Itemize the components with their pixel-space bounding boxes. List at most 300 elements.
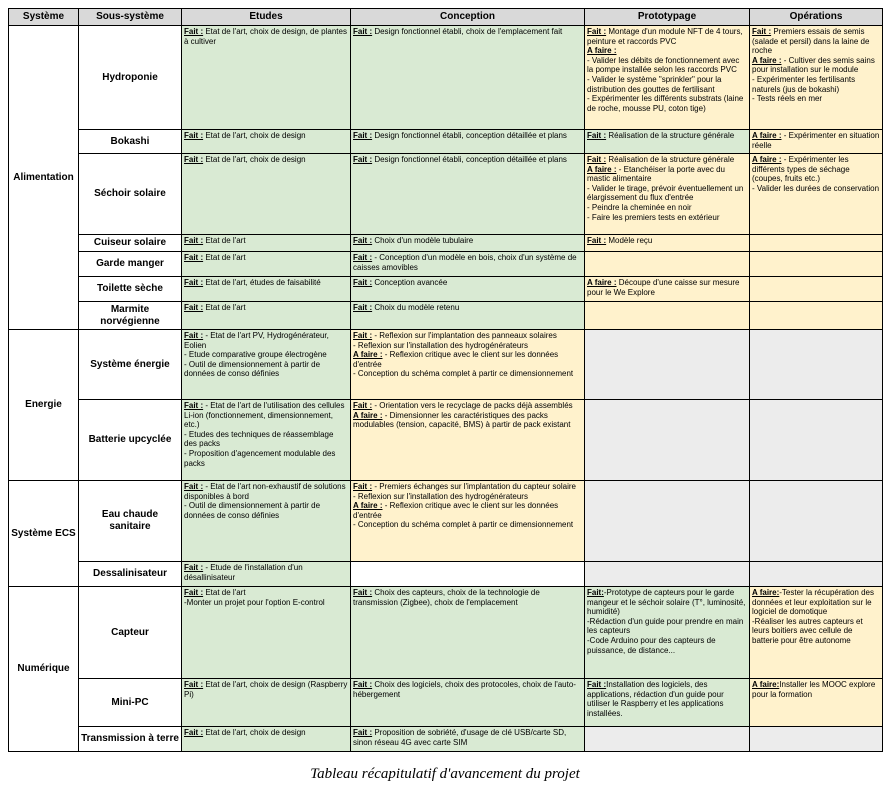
status-label: Fait: bbox=[587, 588, 604, 597]
status-line bbox=[353, 27, 582, 37]
status-text: Installer les MOOC explore pour la formation bbox=[752, 680, 876, 699]
status-block bbox=[353, 278, 582, 288]
status-label: Fait : bbox=[184, 131, 204, 140]
status-line bbox=[353, 341, 582, 351]
status-block bbox=[184, 331, 348, 379]
cell-etudes bbox=[182, 679, 351, 727]
status-label: Fait : bbox=[353, 155, 373, 164]
status-text: - Etude comparative groupe électrogène bbox=[184, 350, 327, 360]
status-text: - Valider les débits de fonctionnement avec la pompe installée selon les raccords PVC bbox=[587, 55, 740, 75]
cell-etudes bbox=[182, 302, 351, 330]
cell-prototypage bbox=[585, 252, 750, 277]
status-label: A faire : bbox=[752, 55, 782, 65]
status-block bbox=[184, 728, 348, 738]
cell-conception bbox=[351, 400, 585, 481]
status-label: Fait : bbox=[752, 27, 772, 36]
status-label: Fait : bbox=[353, 303, 373, 312]
status-line bbox=[752, 131, 880, 150]
status-block bbox=[587, 165, 747, 223]
status-line bbox=[184, 236, 348, 246]
subsystem-name: Bokashi bbox=[79, 130, 182, 154]
status-text: - Expérimenter les fertilisants naturels (jus de bokashi) bbox=[752, 74, 856, 94]
status-text: Choix des capteurs, choix de la technologie de transmission (Zigbee), choix de l'emplacement bbox=[353, 588, 540, 607]
cell-conception bbox=[351, 26, 585, 130]
status-label: Fait : bbox=[353, 278, 373, 287]
status-text: - Etude de l'installation d'un désallinisateur bbox=[184, 563, 303, 582]
status-label: A faire: bbox=[752, 588, 780, 597]
header-etudes: Etudes bbox=[182, 9, 351, 26]
status-line bbox=[184, 680, 348, 699]
status-block bbox=[184, 236, 348, 246]
status-line bbox=[353, 411, 582, 430]
system-ecs: Système ECS bbox=[9, 481, 79, 587]
status-block bbox=[587, 46, 747, 113]
status-block bbox=[587, 155, 747, 165]
status-label: Fait : bbox=[184, 680, 204, 689]
status-label: Fait : bbox=[587, 131, 607, 140]
status-line bbox=[184, 253, 348, 263]
status-text: Choix d'un modèle tubulaire bbox=[372, 236, 474, 245]
cell-operations bbox=[750, 727, 883, 752]
status-label: Fait : bbox=[353, 253, 373, 262]
status-line bbox=[184, 401, 348, 430]
status-text: - Dimensionner les caractéristiques des packs modulables (tension, capacité, BMS) à partir de pack existant bbox=[353, 410, 571, 430]
status-label: A faire : bbox=[587, 164, 617, 174]
status-label: A faire : bbox=[353, 410, 383, 420]
status-block bbox=[184, 131, 348, 141]
status-text: -Code Arduino pour des capteurs de puissance, de distance... bbox=[587, 635, 716, 655]
status-text: -Monter un projet pour l'option E-control bbox=[184, 597, 325, 607]
status-label: A faire : bbox=[353, 501, 383, 511]
status-label: Fait : bbox=[184, 563, 204, 572]
status-text: - Outil de dimensionnement à partir de données de conso définies bbox=[184, 359, 321, 379]
cell-prototypage bbox=[585, 481, 750, 562]
status-label: A faire : bbox=[752, 155, 782, 164]
status-line bbox=[752, 617, 880, 646]
status-text: Réalisation de la structure générale bbox=[606, 155, 735, 164]
cell-etudes bbox=[182, 277, 351, 302]
status-line bbox=[752, 75, 880, 94]
cell-etudes bbox=[182, 330, 351, 400]
status-line bbox=[587, 131, 747, 141]
status-line bbox=[587, 94, 747, 113]
status-text: -Tester la récupération des données et leur exploitation sur le logiciel de domotique bbox=[752, 588, 874, 617]
status-block bbox=[184, 588, 348, 607]
status-line bbox=[184, 331, 348, 350]
status-line bbox=[353, 278, 582, 288]
status-line bbox=[587, 213, 747, 223]
cell-prototypage bbox=[585, 587, 750, 679]
status-label: Fait : bbox=[353, 728, 373, 737]
status-text: -Rédaction d'un guide pour prendre en main les capteurs bbox=[587, 616, 744, 636]
cell-prototypage bbox=[585, 400, 750, 481]
status-text: Etat de l'art bbox=[203, 236, 246, 245]
status-block bbox=[587, 680, 747, 718]
status-text: Etat de l'art bbox=[203, 303, 246, 312]
status-line bbox=[587, 27, 747, 46]
status-label: A faire : bbox=[587, 46, 617, 56]
subsystem-name: Batterie upcyclée bbox=[79, 400, 182, 481]
status-text: Etat de l'art, choix de design (Raspberry Pi) bbox=[184, 680, 348, 699]
cell-prototypage bbox=[585, 679, 750, 727]
header-conception: Conception bbox=[351, 9, 585, 26]
subsystem-name: Hydroponie bbox=[79, 26, 182, 130]
subsystem-name: Transmission à terre bbox=[79, 727, 182, 752]
system-energie: Energie bbox=[9, 330, 79, 481]
cell-operations bbox=[750, 587, 883, 679]
status-text: Design fonctionnel établi, conception détaillée et plans bbox=[372, 155, 567, 164]
cell-conception bbox=[351, 330, 585, 400]
status-text: Etat de l'art bbox=[203, 588, 246, 597]
status-text: Modèle reçu bbox=[606, 236, 653, 245]
cell-etudes bbox=[182, 400, 351, 481]
status-block bbox=[752, 27, 880, 56]
status-line bbox=[353, 155, 582, 165]
status-line bbox=[184, 360, 348, 379]
status-line bbox=[353, 303, 582, 313]
status-line bbox=[752, 56, 880, 75]
status-label: Fait : bbox=[353, 236, 373, 245]
status-line bbox=[353, 236, 582, 246]
status-line bbox=[587, 203, 747, 213]
status-label: Fait : bbox=[184, 27, 204, 36]
status-line bbox=[184, 563, 348, 582]
status-block bbox=[587, 588, 747, 655]
cell-etudes bbox=[182, 481, 351, 562]
status-text: Conception avancée bbox=[372, 278, 448, 287]
status-text: - Reflexion sur l'installation des hydrogénérateurs bbox=[353, 491, 528, 501]
status-line bbox=[587, 278, 747, 297]
cell-operations bbox=[750, 252, 883, 277]
status-line bbox=[587, 155, 747, 165]
status-line bbox=[752, 184, 880, 194]
status-line bbox=[184, 131, 348, 141]
cell-operations bbox=[750, 26, 883, 130]
status-text: - Premiers échanges sur l'implantation du capteur solaire bbox=[372, 482, 576, 491]
subsystem-name: Séchoir solaire bbox=[79, 154, 182, 235]
table-caption: Tableau récapitulatif d'avancement du projet bbox=[310, 766, 580, 782]
status-line bbox=[752, 588, 880, 617]
status-block bbox=[353, 131, 582, 141]
row-bokashi bbox=[9, 130, 883, 154]
row-batterie-upcyclee bbox=[9, 400, 883, 481]
status-line bbox=[752, 94, 880, 104]
status-block bbox=[752, 131, 880, 150]
subsystem-name: Toilette sèche bbox=[79, 277, 182, 302]
row-eau-chaude-sanitaire bbox=[9, 481, 883, 562]
status-block bbox=[184, 482, 348, 520]
cell-conception bbox=[351, 481, 585, 562]
status-line bbox=[587, 165, 747, 184]
status-text: - Valider le système "sprinkler" pour la distribution des gouttes de fertilisant bbox=[587, 74, 722, 94]
row-marmite-norvegienne bbox=[9, 302, 883, 330]
system-numerique: Numérique bbox=[9, 587, 79, 752]
status-line bbox=[353, 728, 582, 747]
status-line bbox=[353, 680, 582, 699]
subsystem-name: Marmite norvégienne bbox=[79, 302, 182, 330]
status-line bbox=[184, 278, 348, 288]
subsystem-name: Mini-PC bbox=[79, 679, 182, 727]
status-text: - Etat de l'art PV, Hydrogénérateur, Eolien bbox=[184, 331, 329, 350]
status-block bbox=[353, 350, 582, 379]
status-line bbox=[587, 236, 747, 246]
cell-etudes bbox=[182, 235, 351, 252]
status-label: A faire: bbox=[752, 680, 780, 689]
cell-conception bbox=[351, 130, 585, 154]
status-text: Montage d'un module NFT de 4 tours, peinture et raccords PVC bbox=[587, 27, 743, 46]
status-label: Fait : bbox=[184, 278, 204, 287]
status-label: Fait : bbox=[353, 482, 373, 491]
cell-prototypage bbox=[585, 302, 750, 330]
status-block bbox=[184, 27, 348, 46]
status-text: - Valider le tirage, prévoir éventuellement un élargissement du flux d'entrée bbox=[587, 183, 744, 203]
status-text: - Conception du schéma complet à partir ce dimensionnement bbox=[353, 369, 574, 379]
status-text: - Etat de l'art de l'utilisation des cellules Li-ion (fonctionnement, dimensionnement, etc.) bbox=[184, 401, 345, 430]
status-block bbox=[353, 588, 582, 607]
header-systeme: Système bbox=[9, 9, 79, 26]
status-line bbox=[587, 588, 747, 617]
status-text: Premiers essais de semis (salade et persil) dans la laine de roche bbox=[752, 27, 870, 56]
status-text: - Etanchéiser la porte avec du mastic alimentaire bbox=[587, 164, 726, 184]
subsystem-name: Eau chaude sanitaire bbox=[79, 481, 182, 562]
status-label: Fait : bbox=[184, 253, 204, 262]
status-text: Etat de l'art, choix de design bbox=[203, 728, 306, 737]
header-prototypage: Prototypage bbox=[585, 9, 750, 26]
status-text: Etat de l'art, études de faisabilité bbox=[203, 278, 321, 287]
status-block bbox=[184, 253, 348, 263]
cell-operations bbox=[750, 481, 883, 562]
status-line bbox=[353, 331, 582, 341]
status-block bbox=[353, 728, 582, 747]
status-text: - Cultiver des semis sains pour installation sur le module bbox=[752, 55, 875, 75]
status-line bbox=[353, 350, 582, 369]
status-text: - Reflexion sur l'installation des hydrogénérateurs bbox=[353, 340, 528, 350]
status-text: - Conception d'un modèle en bois, choix d'un système de caisses amovibles bbox=[353, 253, 577, 272]
status-line bbox=[184, 27, 348, 46]
status-text: - Expérimenter les différents types de séchage (coupes, fruits etc.) bbox=[752, 155, 850, 184]
status-line bbox=[184, 501, 348, 520]
status-text: - Conception du schéma complet à partir ce dimensionnement bbox=[353, 520, 574, 530]
cell-prototypage bbox=[585, 130, 750, 154]
status-block bbox=[184, 680, 348, 699]
row-hydroponie bbox=[9, 26, 883, 130]
status-block bbox=[184, 303, 348, 313]
system-alimentation: Alimentation bbox=[9, 26, 79, 330]
status-line bbox=[184, 449, 348, 468]
status-block bbox=[752, 680, 880, 699]
cell-etudes bbox=[182, 26, 351, 130]
cell-conception bbox=[351, 235, 585, 252]
status-block bbox=[353, 236, 582, 246]
subsystem-name: Dessalinisateur bbox=[79, 562, 182, 587]
status-line bbox=[752, 27, 880, 56]
status-block bbox=[587, 278, 747, 297]
status-line bbox=[587, 56, 747, 75]
status-line bbox=[353, 501, 582, 520]
subsystem-name: Système énergie bbox=[79, 330, 182, 400]
status-block bbox=[587, 131, 747, 141]
status-line bbox=[587, 680, 747, 718]
row-systeme-energie bbox=[9, 330, 883, 400]
status-line bbox=[184, 155, 348, 165]
status-label: Fait : bbox=[353, 331, 373, 340]
header-operations: Opérations bbox=[750, 9, 883, 26]
status-block bbox=[752, 155, 880, 193]
cell-conception bbox=[351, 587, 585, 679]
status-text: - Reflexion sur l'implantation des panneaux solaires bbox=[372, 331, 557, 340]
cell-prototypage bbox=[585, 330, 750, 400]
cell-prototypage bbox=[585, 26, 750, 130]
status-line bbox=[184, 350, 348, 360]
status-block bbox=[752, 56, 880, 104]
cell-etudes bbox=[182, 252, 351, 277]
status-block bbox=[752, 588, 880, 646]
status-label: Fait : bbox=[587, 155, 607, 164]
status-block bbox=[184, 401, 348, 468]
status-line bbox=[184, 728, 348, 738]
cell-etudes bbox=[182, 562, 351, 587]
status-line bbox=[752, 680, 880, 699]
row-sechoir-solaire bbox=[9, 154, 883, 235]
row-mini-pc bbox=[9, 679, 883, 727]
status-text: Design fonctionnel établi, choix de l'emplacement fait bbox=[372, 27, 563, 36]
cell-conception bbox=[351, 727, 585, 752]
status-block bbox=[353, 501, 582, 530]
cell-operations bbox=[750, 679, 883, 727]
cell-prototypage bbox=[585, 154, 750, 235]
cell-operations bbox=[750, 330, 883, 400]
status-line bbox=[587, 636, 747, 655]
status-line bbox=[353, 492, 582, 502]
status-text: Etat de l'art, choix de design bbox=[203, 155, 306, 164]
cell-prototypage bbox=[585, 277, 750, 302]
row-toilette-seche bbox=[9, 277, 883, 302]
status-block bbox=[353, 303, 582, 313]
status-text: - Expérimenter les différents substrats (laine de roche, mousse PU, coton tige) bbox=[587, 94, 744, 113]
status-line bbox=[184, 482, 348, 501]
status-text: Réalisation de la structure générale bbox=[606, 131, 735, 140]
status-text: -Réaliser les autres capteurs et leurs boitiers avec cellule de batterie pour être autonome bbox=[752, 616, 863, 645]
status-label: Fait : bbox=[184, 401, 204, 410]
status-text: - Orientation vers le recyclage de packs déjà assemblés bbox=[372, 401, 573, 410]
status-block bbox=[353, 155, 582, 165]
status-block bbox=[353, 482, 582, 501]
status-block bbox=[353, 27, 582, 37]
status-block bbox=[353, 253, 582, 272]
cell-operations bbox=[750, 130, 883, 154]
cell-operations bbox=[750, 235, 883, 252]
status-text: -Prototype de capteurs pour le garde mangeur et le séchoir solaire (T°, luminosité, humidité) bbox=[587, 588, 746, 617]
status-text: Design fonctionnel établi, conception détaillée et plans bbox=[372, 131, 567, 140]
status-text: Etat de l'art, choix de design, de plantes à cultiver bbox=[184, 27, 347, 46]
cell-conception bbox=[351, 562, 585, 587]
header-row bbox=[9, 9, 883, 26]
status-text: - Reflexion critique avec le client sur les données d'entrée bbox=[353, 350, 559, 369]
row-cuiseur-solaire bbox=[9, 235, 883, 252]
status-label: Fait : bbox=[353, 27, 373, 36]
cell-prototypage bbox=[585, 727, 750, 752]
status-block bbox=[353, 411, 582, 430]
row-garde-manger bbox=[9, 252, 883, 277]
status-line bbox=[184, 588, 348, 598]
status-text: Proposition de sobriété, d'usage de clé USB/carte SD, sinon réseau 4G avec carte SIM bbox=[353, 728, 567, 747]
cell-prototypage bbox=[585, 235, 750, 252]
status-block bbox=[184, 155, 348, 165]
cell-etudes bbox=[182, 154, 351, 235]
cell-conception bbox=[351, 252, 585, 277]
header-sous-systeme: Sous-système bbox=[79, 9, 182, 26]
status-line bbox=[184, 598, 348, 608]
status-label: Fait : bbox=[184, 482, 204, 491]
status-label: Fait : bbox=[184, 155, 204, 164]
status-block bbox=[587, 27, 747, 46]
status-text: - Etat de l'art non-exhaustif de solutions disponibles à bord bbox=[184, 482, 346, 501]
status-label: A faire : bbox=[587, 278, 617, 287]
status-line bbox=[184, 430, 348, 449]
status-block bbox=[587, 236, 747, 246]
status-line bbox=[353, 253, 582, 272]
status-block bbox=[353, 680, 582, 699]
cell-conception bbox=[351, 679, 585, 727]
status-line bbox=[587, 75, 747, 94]
status-text: - Faire les premiers tests en extérieur bbox=[587, 212, 720, 222]
cell-operations bbox=[750, 277, 883, 302]
status-line bbox=[353, 520, 582, 530]
status-text: Installation des logiciels, des applications, rédaction d'un guide pour utiliser le Raspberry et les applications installées. bbox=[587, 680, 724, 718]
status-text: - Tests réels en mer bbox=[752, 94, 823, 104]
status-block bbox=[353, 401, 582, 411]
status-label: Fait : bbox=[587, 680, 607, 689]
row-transmission-a-terre bbox=[9, 727, 883, 752]
status-block bbox=[184, 278, 348, 288]
status-text: Etat de l'art, choix de design bbox=[203, 131, 306, 140]
status-text: - Peindre la cheminée en noir bbox=[587, 202, 692, 212]
status-text: Etat de l'art bbox=[203, 253, 246, 262]
row-capteur bbox=[9, 587, 883, 679]
status-text: - Reflexion critique avec le client sur les données d'entrée bbox=[353, 501, 559, 520]
status-label: Fait : bbox=[587, 27, 607, 36]
status-label: Fait : bbox=[353, 588, 373, 597]
status-label: Fait : bbox=[184, 331, 204, 340]
cell-conception bbox=[351, 154, 585, 235]
status-label: Fait : bbox=[353, 131, 373, 140]
cell-operations bbox=[750, 302, 883, 330]
status-line bbox=[353, 401, 582, 411]
status-line bbox=[353, 482, 582, 492]
cell-operations bbox=[750, 400, 883, 481]
status-line bbox=[353, 588, 582, 607]
status-label: Fait : bbox=[353, 401, 373, 410]
status-label: Fait : bbox=[353, 680, 373, 689]
progress-table-container bbox=[8, 8, 882, 752]
status-line bbox=[587, 617, 747, 636]
cell-prototypage bbox=[585, 562, 750, 587]
status-text: - Outil de dimensionnement à partir de données de conso définies bbox=[184, 501, 321, 520]
status-text: Choix du modèle retenu bbox=[372, 303, 460, 312]
status-label: A faire : bbox=[353, 350, 383, 360]
status-line bbox=[353, 369, 582, 379]
status-text: Découpe d'une caisse sur mesure pour le We Explore bbox=[587, 278, 740, 297]
status-line bbox=[752, 155, 880, 184]
cell-conception bbox=[351, 277, 585, 302]
status-line bbox=[587, 184, 747, 203]
status-label: Fait : bbox=[184, 236, 204, 245]
status-block bbox=[353, 331, 582, 350]
subsystem-name: Cuiseur solaire bbox=[79, 235, 182, 252]
status-line bbox=[353, 131, 582, 141]
status-label: Fait : bbox=[184, 728, 204, 737]
cell-etudes bbox=[182, 130, 351, 154]
